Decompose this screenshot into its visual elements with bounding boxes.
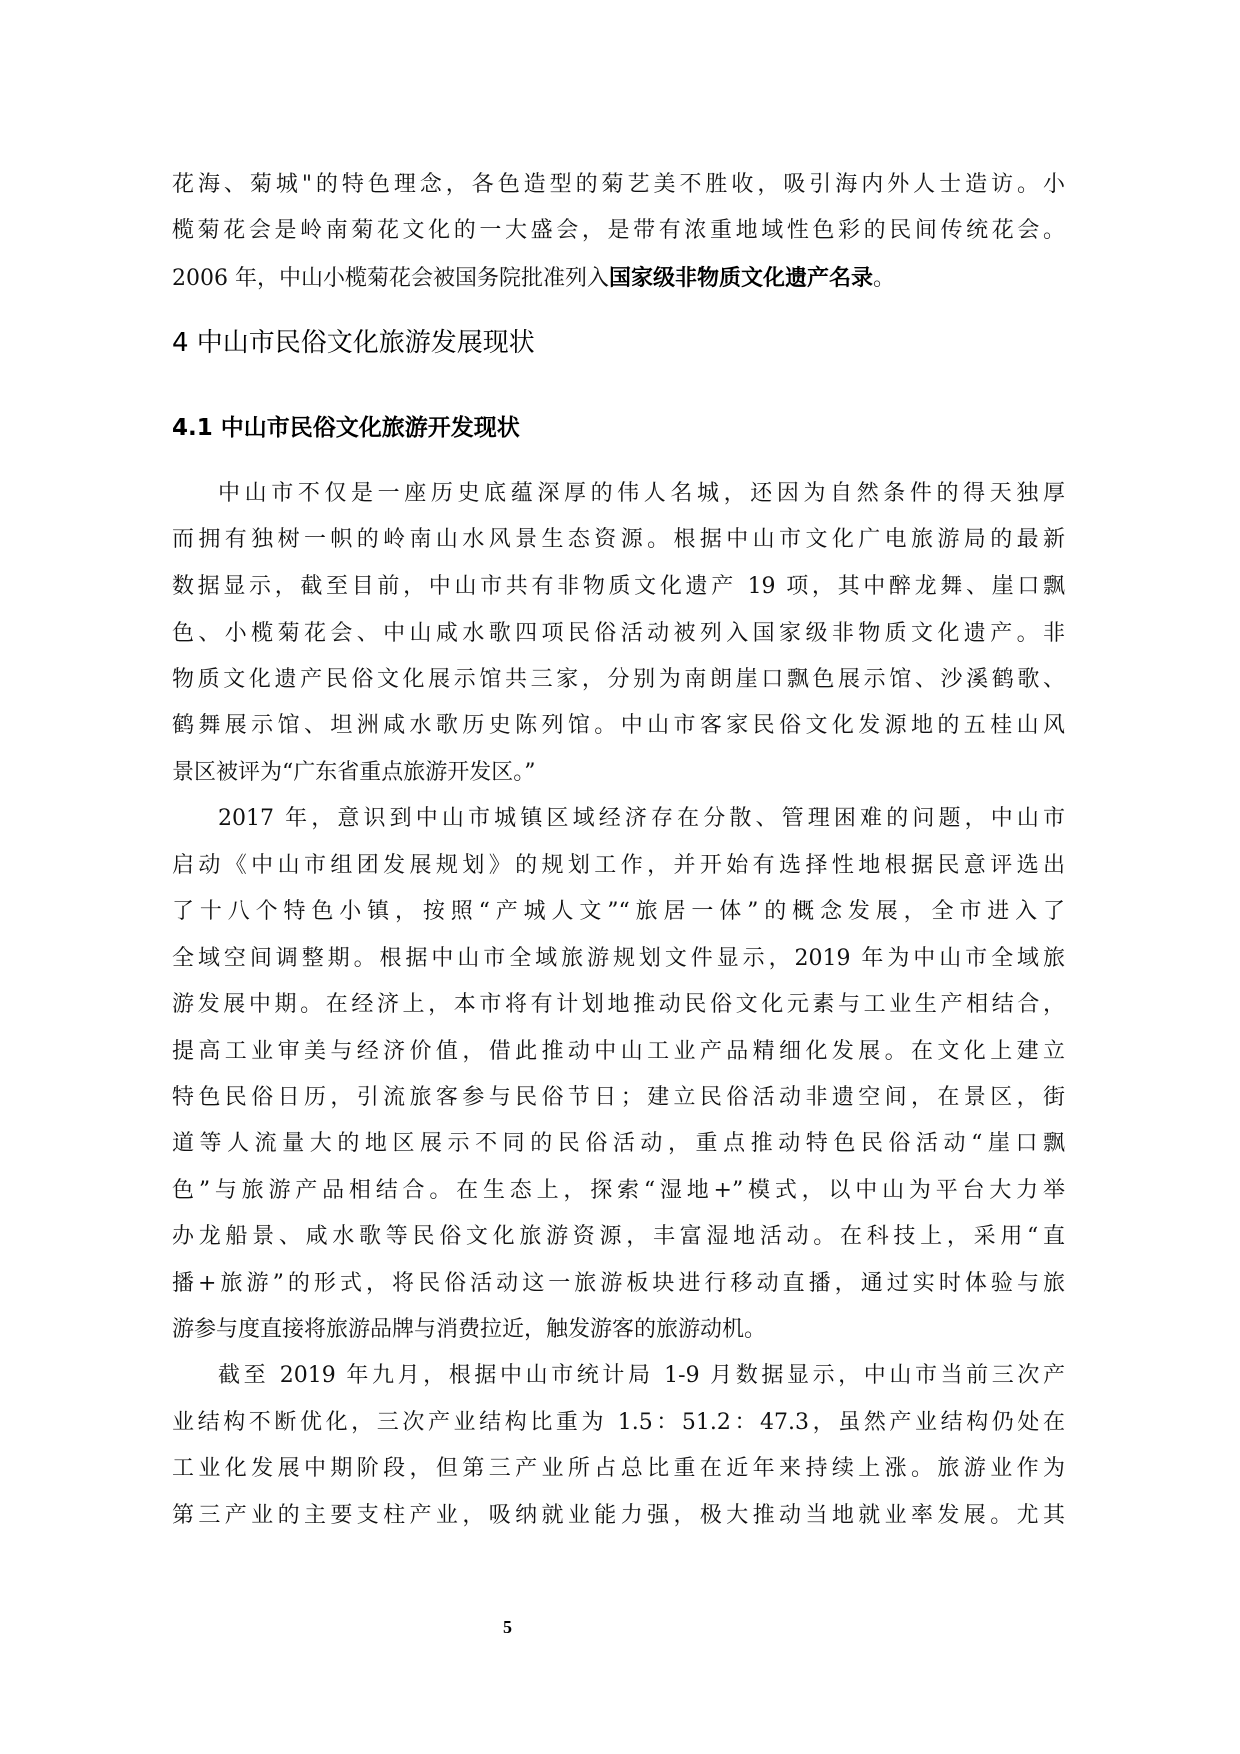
body-text-line: 特色民俗日历，引流旅客参与民俗节日；建立民俗活动非遗空间，在景区，街 [172,1085,1065,1110]
body-text-line: 游参与度直接将旅游品牌与消费拉近，触发游客的旅游动机。 [172,1317,767,1342]
body-text-line: 色、小榄菊花会、中山咸水歌四项民俗活动被列入国家级非物质文化遗产。非 [172,621,1065,646]
body-text-line: 第三产业的主要支柱产业，吸纳就业能力强，极大推动当地就业率发展。尤其 [172,1503,1065,1528]
page-number: 5 [503,1617,512,1637]
body-text-line: 了十八个特色小镇，按照“产城人文”“旅居一体”的概念发展，全市进入了 [172,899,1065,924]
body-text-line: 全域空间调整期。根据中山市全域旅游规划文件显示，2019 年为中山市全域旅 [172,946,1065,971]
body-text-segment: 。 [873,266,896,291]
body-text-line: 数据显示，截至目前，中山市共有非物质文化遗产 19 项，其中醉龙舞、崖口飘 [172,574,1065,599]
body-text-line: 榄菊花会是岭南菊花文化的一大盛会，是带有浓重地域性色彩的民间传统花会。 [172,218,1065,243]
subsection-heading: 4.1 中山市民俗文化旅游开发现状 [172,415,520,441]
body-text-line: 而拥有独树一帜的岭南山水风景生态资源。根据中山市文化广电旅游局的最新 [172,527,1065,552]
emphasized-term: 国家级非物质文化遗产名录 [608,265,873,291]
body-text-line [172,263,1065,293]
section-heading: 4 中山市民俗文化旅游发展现状 [172,328,535,358]
body-text-line: 截至 2019 年九月，根据中山市统计局 1-9 月数据显示，中山市当前三次产 [218,1363,1065,1388]
body-text-line: 中山市不仅是一座历史底蕴深厚的伟人名城，还因为自然条件的得天独厚 [218,481,1065,506]
body-text-line: 播+旅游”的形式，将民俗活动这一旅游板块进行移动直播，通过实时体验与旅 [172,1271,1065,1296]
body-text-line: 游发展中期。在经济上，本市将有计划地推动民俗文化元素与工业生产相结合， [172,992,1065,1017]
body-text-segment: 2006 年，中山小榄菊花会被国务院批准列入 [172,266,609,291]
body-text-line: 色”与旅游产品相结合。在生态上，探索“湿地+”模式，以中山为平台大力举 [172,1178,1065,1203]
body-text-line: 2017 年，意识到中山市城镇区域经济存在分散、管理困难的问题，中山市 [218,806,1065,831]
body-text-line: 办龙船景、咸水歌等民俗文化旅游资源，丰富湿地活动。在科技上，采用“直 [172,1224,1065,1249]
body-text-line: 花海、菊城"的特色理念，各色造型的菊艺美不胜收，吸引海内外人士造访。小 [172,172,1065,197]
body-text-line: 鹤舞展示馆、坦洲咸水歌历史陈列馆。中山市客家民俗文化发源地的五桂山风 [172,713,1065,738]
body-text-line: 提高工业审美与经济价值，借此推动中山工业产品精细化发展。在文化上建立 [172,1039,1065,1064]
body-text-line: 业结构不断优化，三次产业结构比重为 1.5：51.2：47.3，虽然产业结构仍处在 [172,1410,1065,1435]
body-text-line: 景区被评为“广东省重点旅游开发区。” [172,760,536,785]
body-text-line: 物质文化遗产民俗文化展示馆共三家，分别为南朗崖口飘色展示馆、沙溪鹤歌、 [172,667,1065,692]
body-text-line: 道等人流量大的地区展示不同的民俗活动，重点推动特色民俗活动“崖口飘 [172,1131,1065,1156]
body-text-line: 工业化发展中期阶段，但第三产业所占总比重在近年来持续上涨。旅游业作为 [172,1456,1065,1481]
body-text-line: 启动《中山市组团发展规划》的规划工作，并开始有选择性地根据民意评选出 [172,853,1065,878]
